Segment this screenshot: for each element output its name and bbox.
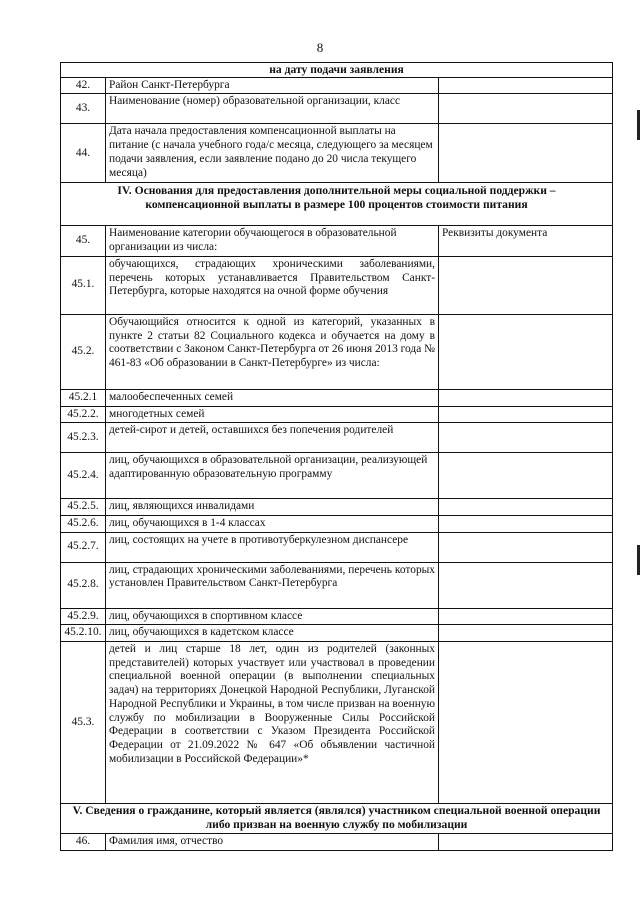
row-label: Обучающийся относится к одной из категорий, указанных в пункте 2 статьи 82 Социального кодекса и обучается на дому в соответствии с Законом Санкт-Петербурга от 26 июня 2013 года № 461-83 «Об образовании в Санкт-Петербурге» из числа: <box>106 314 439 389</box>
row-label: лиц, обучающихся в образовательной организации, реализующей адаптированную образовательную программу <box>106 453 439 499</box>
row-number: 46. <box>61 834 106 851</box>
row-label: Фамилия имя, отчество <box>106 834 439 851</box>
row-label: лиц, обучающихся в кадетском классе <box>106 625 439 642</box>
row-number: 45.1. <box>61 256 106 314</box>
row-label: Наименование (номер) образовательной организации, класс <box>106 94 439 124</box>
row-label: лиц, обучающихся в спортивном классе <box>106 608 439 625</box>
value-cell-document[interactable] <box>439 499 613 516</box>
value-cell-document[interactable] <box>439 453 613 499</box>
section-header-date: на дату подачи заявления <box>61 63 613 78</box>
value-cell-document[interactable] <box>439 532 613 562</box>
value-cell-document[interactable] <box>439 642 613 804</box>
row-number: 45.2. <box>61 314 106 389</box>
value-cell-document[interactable] <box>439 406 613 423</box>
value-cell-document[interactable] <box>439 625 613 642</box>
value-cell-document[interactable] <box>439 314 613 389</box>
row-label: детей и лиц старше 18 лет, один из родителей (законных представителей) которых участвует или участвовал в проведении специальной военной операции (в выполнении специальных задач) на территориях Донецкой Народной Республики, Луганской Народной Республики и Украины, в том числе призван на военную службу по мобилизации в Вооруженные Силы Российской Федерации в соответствии с Указом Президента Российской Федерации от 21.09.2022 № 647 «Об объявлении частичной мобилизации в Российской Федерации»* <box>106 642 439 804</box>
value-cell-full-name[interactable] <box>439 834 613 851</box>
row-number: 45.2.2. <box>61 406 106 423</box>
application-form-table <box>60 62 612 851</box>
row-label: детей-сирот и детей, оставшихся без попечения родителей <box>106 423 439 453</box>
value-cell-document[interactable] <box>439 256 613 314</box>
column-header-document: Реквизиты документа <box>439 226 613 256</box>
row-number: 45.2.3. <box>61 423 106 453</box>
value-cell-school[interactable] <box>439 94 613 124</box>
value-cell-document[interactable] <box>439 515 613 532</box>
value-cell-document[interactable] <box>439 389 613 406</box>
row-number: 43. <box>61 94 106 124</box>
row-label: лиц, страдающих хроническими заболеваниями, перечень которых установлен Правительством Санкт-Петербурга <box>106 562 439 608</box>
row-label: лиц, состоящих на учете в противотуберкулезном диспансере <box>106 532 439 562</box>
value-cell-start-date[interactable] <box>439 124 613 183</box>
row-number: 45.2.1 <box>61 389 106 406</box>
value-cell-document[interactable] <box>439 608 613 625</box>
row-number: 45. <box>61 226 106 256</box>
row-number: 45.2.5. <box>61 499 106 516</box>
row-label: лиц, являющихся инвалидами <box>106 499 439 516</box>
row-number: 45.2.9. <box>61 608 106 625</box>
row-number: 44. <box>61 124 106 183</box>
row-label: многодетных семей <box>106 406 439 423</box>
row-label: Наименование категории обучающегося в образовательной организации из числа: <box>106 226 439 256</box>
section-title-5: V. Сведения о гражданине, который является (являлся) участником специальной военной операции либо призван на военную службу по мобилизации <box>61 804 613 834</box>
section-title-4: IV. Основания для предоставления дополнительной меры социальной поддержки – компенсационной выплаты в размере 100 процентов стоимости питания <box>61 183 613 226</box>
row-number: 42. <box>61 77 106 94</box>
page-number: 8 <box>316 40 324 55</box>
row-label: лиц, обучающихся в 1-4 классах <box>106 515 439 532</box>
row-number: 45.2.6. <box>61 515 106 532</box>
row-number: 45.2.10. <box>61 625 106 642</box>
value-cell-district[interactable] <box>439 77 613 94</box>
row-number: 45.2.8. <box>61 562 106 608</box>
row-number: 45.2.4. <box>61 453 106 499</box>
row-label: Дата начала предоставления компенсационной выплаты на питание (с начала учебного года/с месяца, следующего за месяцем подачи заявления, если заявление подано до 20 числа текущего месяца) <box>106 124 439 183</box>
row-number: 45.2.7. <box>61 532 106 562</box>
row-label: обучающихся, страдающих хроническими заболеваниями, перечень которых устанавливается Правительством Санкт-Петербурга, которые находятся на очной форме обучения <box>106 256 439 314</box>
row-label: малообеспеченных семей <box>106 389 439 406</box>
value-cell-document[interactable] <box>439 423 613 453</box>
value-cell-document[interactable] <box>439 562 613 608</box>
row-number: 45.3. <box>61 642 106 804</box>
row-label: Район Санкт-Петербурга <box>106 77 439 94</box>
